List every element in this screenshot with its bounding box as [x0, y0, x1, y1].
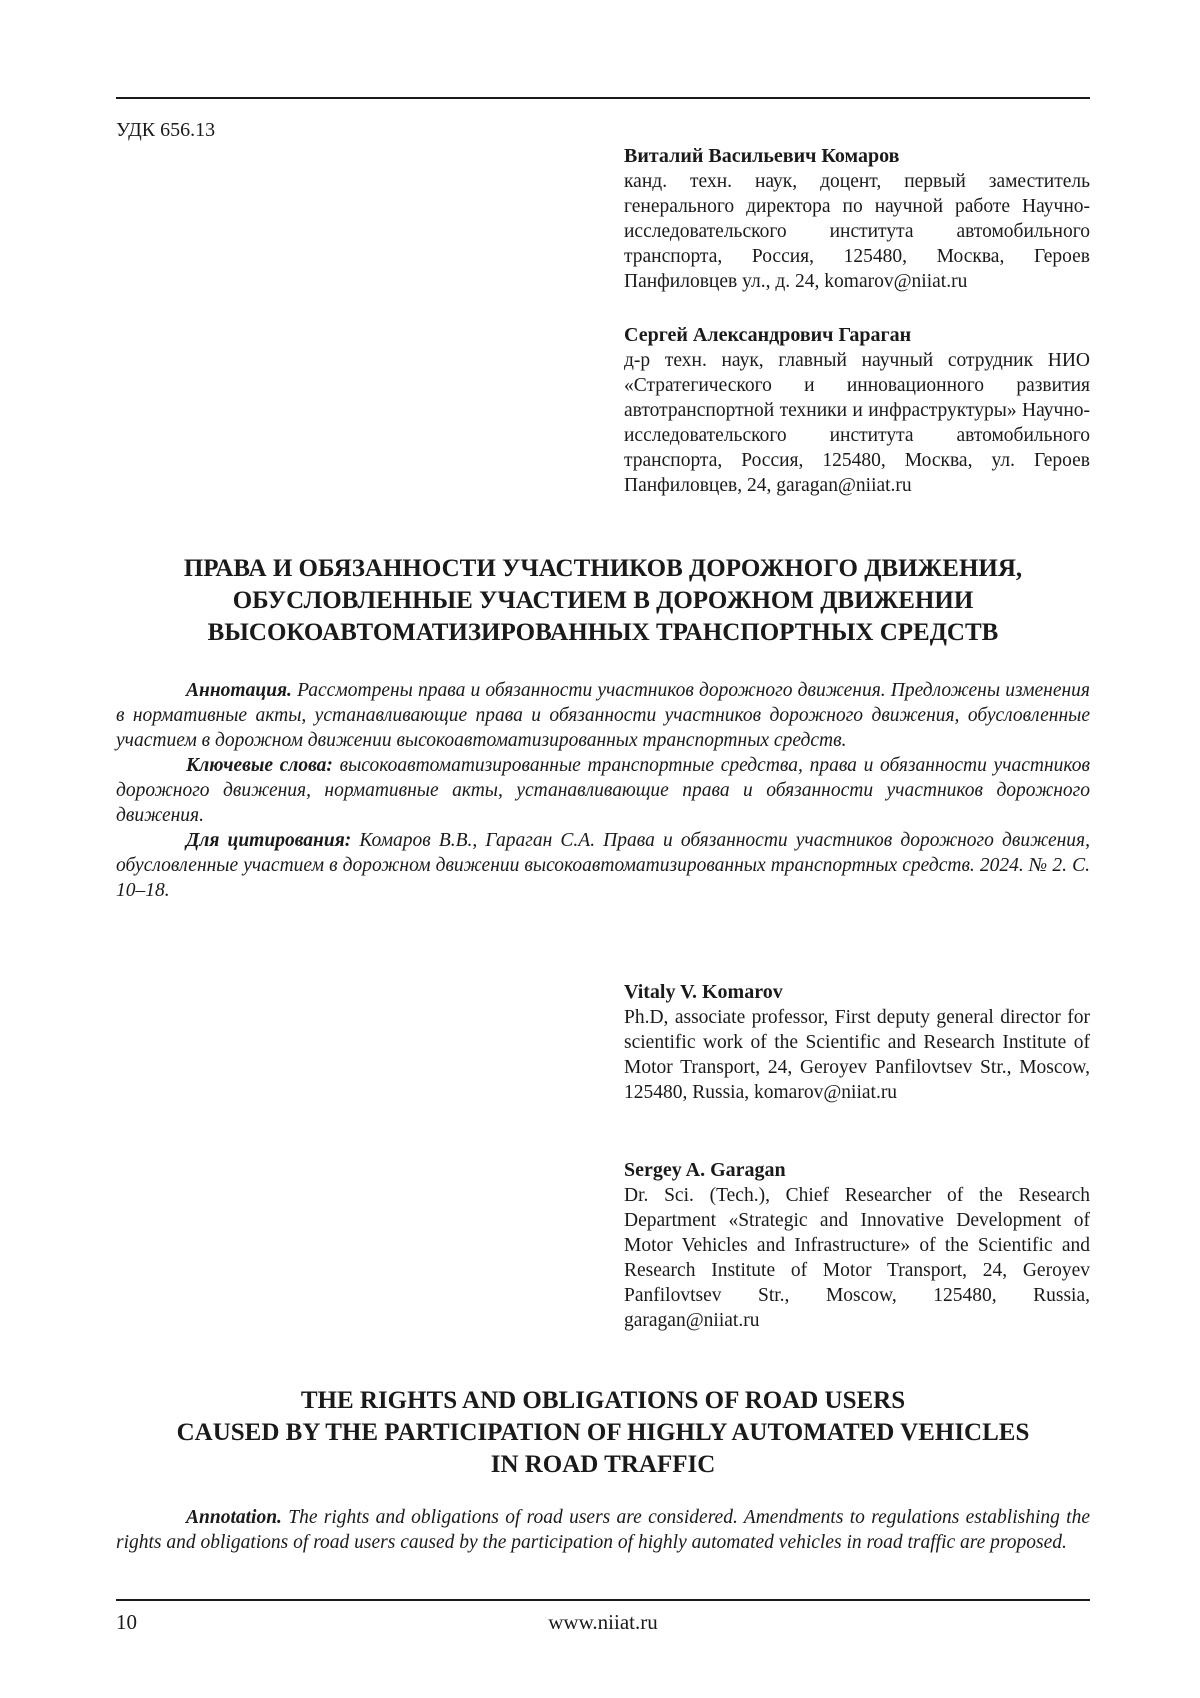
author-en-komarov	[624, 979, 1090, 1105]
annotation-label: Annotation.	[186, 1507, 282, 1528]
keywords-label: Ключевые слова:	[186, 755, 333, 776]
citation-paragraph	[116, 828, 1090, 903]
author-name: Сергей Александрович Гараган	[624, 322, 1090, 348]
author-affiliation: канд. техн. наук, доцент, первый заместитель генерального директора по научной работе Научно-исследовательского института автомобильного транспорта, Россия, 125480, Москва, Героев Панфиловцев ул., д. 24, komarov@niiat.ru	[624, 169, 1090, 294]
author-ru-garagan	[624, 322, 1090, 498]
udk-code: УДК 656.13	[116, 117, 215, 143]
author-ru-komarov	[624, 143, 1090, 294]
title-line: THE RIGHTS AND OBLIGATIONS OF ROAD USERS	[116, 1385, 1090, 1417]
annotation-paragraph	[116, 678, 1090, 753]
title-line: ОБУСЛОВЛЕННЫЕ УЧАСТИЕМ В ДОРОЖНОМ ДВИЖЕНИИ	[116, 585, 1090, 617]
annotation-text: Рассмотрены права и обязанности участников дорожного движения. Предложены изменения в нормативные акты, устанавливающие права и обязанности участников дорожного движения, обусловленные участием в дорожном движении высокоавтоматизированных транспортных средств.	[116, 680, 1090, 751]
citation-label: Для цитирования:	[186, 830, 351, 851]
article-title-ru	[116, 553, 1090, 649]
footer-rule	[116, 1599, 1090, 1601]
author-affiliation: Dr. Sci. (Tech.), Chief Researcher of the Research Department «Strategic and Innovative Development of Motor Vehicles and Infrastructure» of the Scientific and Research Institute of Motor Transport, 24, Geroyev Panfilovtsev Str., Moscow, 125480, Russia, garagan@niiat.ru	[624, 1183, 1090, 1333]
abstract-ru	[116, 678, 1090, 903]
author-affiliation: Ph.D, associate professor, First deputy general director for scientific work of the Scientific and Research Institute of Motor Transport, 24, Geroyev Panfilovtsev Str., Moscow, 125480, Russia, komarov@niiat.ru	[624, 1005, 1090, 1105]
keywords-text: высокоавтоматизированные транспортные средства, права и обязанности участников дорожного движения, нормативные акты, устанавливающие права и обязанности участников дорожного движения.	[116, 755, 1090, 826]
title-line: ВЫСОКОАВТОМАТИЗИРОВАННЫХ ТРАНСПОРТНЫХ СРЕДСТВ	[116, 617, 1090, 649]
author-name: Виталий Васильевич Комаров	[624, 143, 1090, 169]
annotation-label: Аннотация.	[186, 680, 292, 701]
abstract-en	[116, 1505, 1090, 1555]
author-name: Sergey A. Garagan	[624, 1157, 1090, 1183]
author-en-garagan	[624, 1157, 1090, 1333]
article-title-en	[116, 1385, 1090, 1481]
author-affiliation: д-р техн. наук, главный научный сотрудник НИО «Стратегического и инновационного развития автотранспортной техники и инфраструктуры» Научно-исследовательского института автомобильного транспорта, Россия, 125480, Москва, ул. Героев Панфиловцев, 24, garagan@niiat.ru	[624, 348, 1090, 498]
author-name: Vitaly V. Komarov	[624, 979, 1090, 1005]
annotation-paragraph	[116, 1505, 1090, 1555]
page-number: 10	[116, 1608, 137, 1636]
title-line: ПРАВА И ОБЯЗАННОСТИ УЧАСТНИКОВ ДОРОЖНОГО ДВИЖЕНИЯ,	[116, 553, 1090, 585]
annotation-text: The rights and obligations of road users are considered. Amendments to regulations establishing the rights and obligations of road users caused by the participation of highly automated vehicles in road traffic are proposed.	[116, 1507, 1090, 1553]
footer-url: www.niiat.ru	[116, 1608, 1090, 1636]
title-line: IN ROAD TRAFFIC	[116, 1449, 1090, 1481]
header-rule	[116, 97, 1090, 99]
keywords-paragraph	[116, 753, 1090, 828]
title-line: CAUSED BY THE PARTICIPATION OF HIGHLY AUTOMATED VEHICLES	[116, 1417, 1090, 1449]
citation-text: Комаров В.В., Гараган С.А. Права и обязанности участников дорожного движения, обусловленные участием в дорожном движении высокоавтоматизированных транспортных средств. 2024. № 2. С. 10–18.	[116, 830, 1090, 901]
